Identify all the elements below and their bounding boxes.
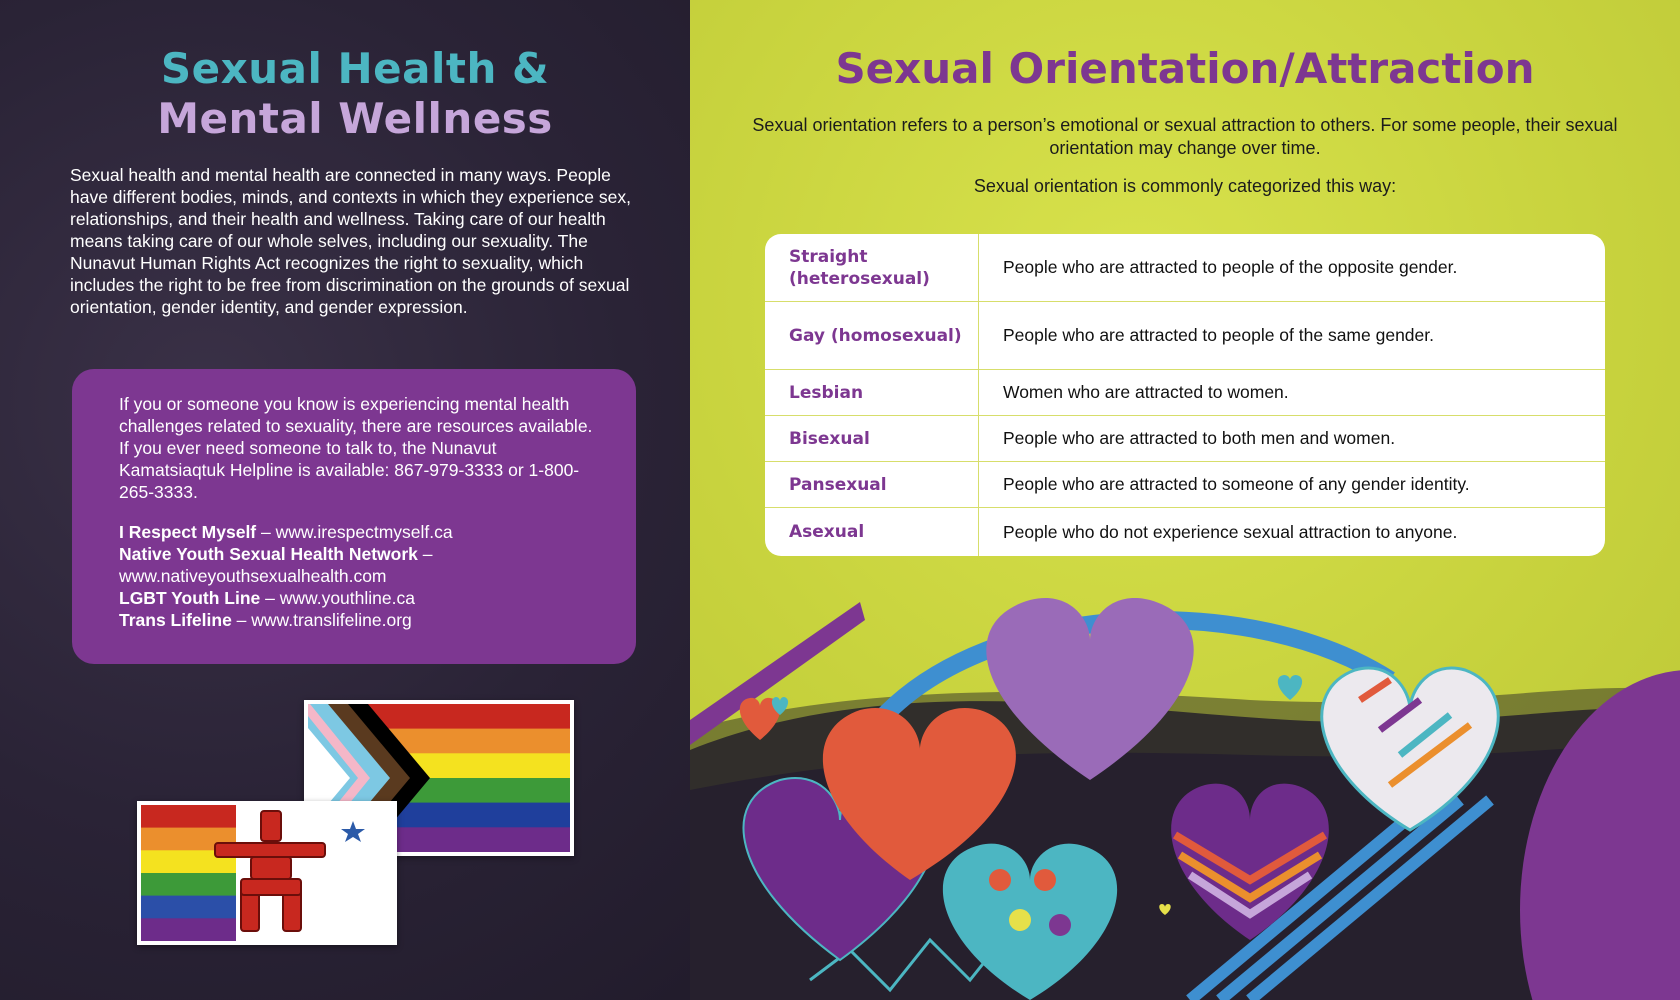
- table-row: [765, 462, 1605, 508]
- resource-item[interactable]: [119, 543, 596, 587]
- help-resources-box: [72, 369, 636, 664]
- term-cell: Straight (heterosexual): [765, 234, 979, 301]
- resource-name: Trans Lifeline: [119, 610, 232, 630]
- definition-cell: People who do not experience sexual attraction to anyone.: [1003, 521, 1458, 542]
- resource-url[interactable]: www.nativeyouthsexualhealth.com: [119, 566, 387, 586]
- orientation-description: Sexual orientation refers to a person’s emotional or sexual attraction to others. For some people, their sexual orientation may change over time.: [752, 115, 1618, 158]
- orientation-table: [765, 234, 1605, 556]
- table-row: [765, 234, 1605, 302]
- right-page: [690, 0, 1680, 1000]
- table-row: [765, 416, 1605, 462]
- definition-cell: People who are attracted to people of the same gender.: [1003, 325, 1434, 345]
- resource-name: LGBT Youth Line: [119, 588, 261, 608]
- definition-cell: People who are attracted to people of the opposite gender.: [1003, 257, 1458, 277]
- inukshuk-flag-icon: [141, 805, 393, 941]
- term-cell: Gay (homosexual): [765, 302, 979, 369]
- hearts-illustration: [690, 580, 1680, 1000]
- term-cell: Asexual: [765, 508, 979, 556]
- resource-item[interactable]: [119, 587, 596, 609]
- resource-sep: –: [417, 544, 433, 564]
- resource-item[interactable]: [119, 609, 596, 631]
- table-row: [765, 302, 1605, 370]
- nunavut-pride-flag: [137, 801, 397, 945]
- helpline-text: If you or someone you know is experiencing mental health challenges related to sexuality, there are resources available. If you ever need someone to talk to, the Nunavut Kamatsiaqtuk Helpline is available: 867-979-3333 or 1-800-265-3333.: [119, 394, 593, 502]
- resource-url[interactable]: www.youthline.ca: [279, 588, 415, 608]
- left-page: [0, 0, 690, 1000]
- term-cell: Lesbian: [765, 370, 979, 415]
- resource-sep: –: [256, 522, 276, 542]
- table-row: [765, 508, 1605, 556]
- right-title: Sexual Orientation/Attraction: [835, 44, 1535, 93]
- definition-cell: Women who are attracted to women.: [1003, 382, 1289, 402]
- definition-cell: People who are attracted to someone of any gender identity.: [1003, 474, 1470, 494]
- left-title-line1: Sexual Health &: [160, 44, 550, 93]
- table-row: [765, 370, 1605, 416]
- resource-item[interactable]: [119, 521, 596, 543]
- term-cell: Pansexual: [765, 462, 979, 507]
- resource-sep: –: [260, 588, 280, 608]
- resource-name: I Respect Myself: [119, 522, 257, 542]
- resource-sep: –: [231, 610, 252, 630]
- resource-name: Native Youth Sexual Health Network: [119, 544, 418, 564]
- left-title-line2: Mental Wellness: [157, 94, 553, 143]
- term-cell: Bisexual: [765, 416, 979, 461]
- definition-cell: People who are attracted to both men and women.: [1003, 428, 1396, 448]
- intro-paragraph: Sexual health and mental health are connected in many ways. People have different bodies, minds, and contexts in which they experience sex, relationships, and their health and wellness. Taking care of our health means taking care of our whole selves, including our sexuality. The Nunavut Human Rights Act recognizes the right to sexuality, which includes the right to be free from discrimination on the grounds of sexual orientation, gender identity, and gender expression.: [70, 165, 631, 317]
- categorized-caption: Sexual orientation is commonly categorized this way:: [973, 176, 1397, 196]
- resource-url[interactable]: www.translifeline.org: [251, 610, 412, 630]
- resource-url[interactable]: www.irespectmyself.ca: [275, 522, 453, 542]
- resource-list: [119, 521, 596, 631]
